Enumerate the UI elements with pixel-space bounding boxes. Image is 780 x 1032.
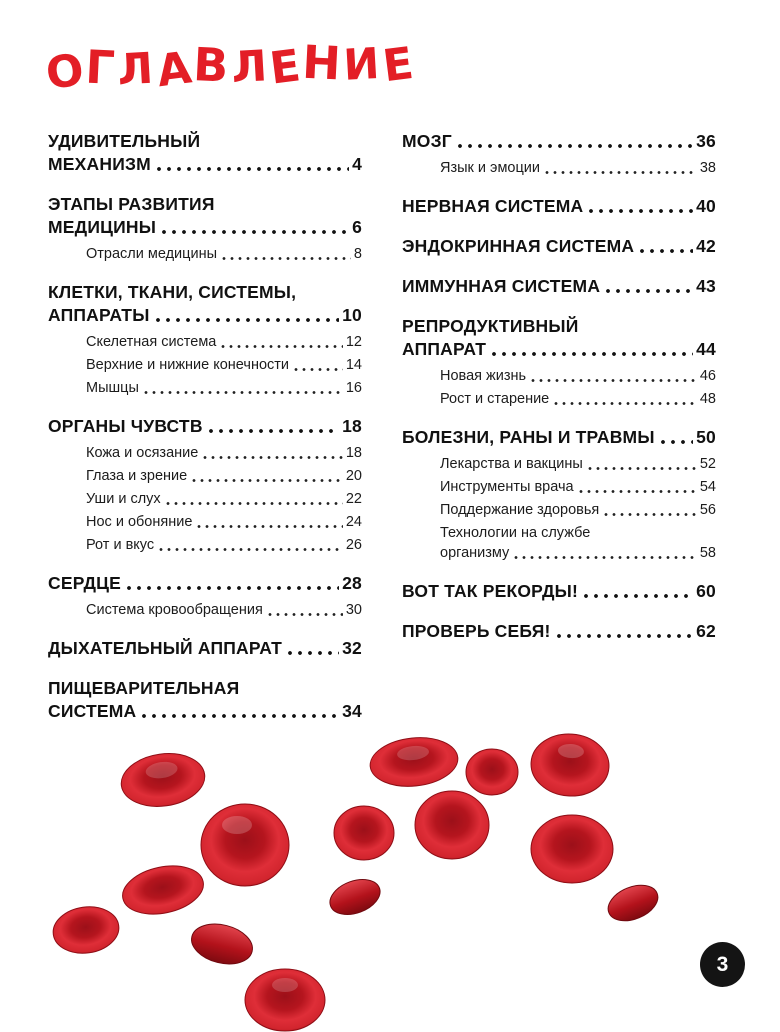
toc-entry-label: Новая жизнь [440,368,527,384]
toc-entry-page: 20 [345,468,362,484]
dot-leader [266,606,343,620]
toc-line [48,281,362,304]
toc-entry [402,580,716,603]
toc-line [86,535,362,555]
toc-sub-entry [402,500,716,520]
dot-leader [658,435,693,449]
toc-entry [48,193,362,239]
toc-sub-entry [402,158,716,178]
toc-entry-page: 56 [699,502,716,518]
toc-line [48,304,362,327]
toc-entry-label: Глаза и зрение [86,468,188,484]
toc-sub-entry [48,378,362,398]
dot-leader [489,347,693,361]
toc-entry [402,315,716,361]
toc-entry-page: 24 [345,514,362,530]
toc-entry-page: 28 [342,573,362,593]
toc-line [86,378,362,398]
toc-entry-label: ИММУННАЯ СИСТЕМА [402,276,601,296]
toc-entry-label: ЭТАПЫ РАЗВИТИЯ [48,194,215,214]
toc-line [86,443,362,463]
toc-entry-page: 50 [696,427,716,447]
toc-sub-entry [48,535,362,555]
toc-entry-label: Рот и вкус [86,537,155,553]
toc-entry-page: 44 [696,339,716,359]
toc-sub-entry [48,512,362,532]
toc-line [86,466,362,486]
toc-entry-label: БОЛЕЗНИ, РАНЫ И ТРАВМЫ [402,427,655,447]
dot-leader [529,372,697,386]
toc-entry-page: 38 [699,160,716,176]
toc-entry [402,620,716,643]
toc-entry-label: МЕХАНИЗМ [48,154,151,174]
toc-entry-page: 14 [345,357,362,373]
toc-entry-label: Лекарства и вакцины [440,456,583,472]
toc-entry-page: 18 [345,445,362,461]
toc-entry-label: Кожа и осязание [86,445,199,461]
toc-entry-page: 4 [352,154,362,174]
toc-entry-page: 34 [342,701,362,721]
toc-entry-label: МЕДИЦИНЫ [48,217,157,237]
toc-line [86,512,362,532]
toc-entry-label: Нос и обоняние [86,514,193,530]
toc-entry [402,235,716,258]
toc-entry-label: Верхние и нижние конечности [86,357,289,373]
dot-leader [602,506,697,520]
toc-sub-entry [402,454,716,474]
toc-entry-page: 43 [696,276,716,296]
dot-leader [637,244,693,258]
dot-leader [554,629,694,643]
toc-line [48,637,362,660]
toc-line [48,415,362,438]
toc-line [86,355,362,375]
toc-entry-label: ПРОВЕРЬ СЕБЯ! [402,621,551,641]
dot-leader [164,495,343,509]
red-blood-cell [368,734,461,791]
toc-entry-page: 58 [699,545,716,561]
toc-line [440,523,716,543]
toc-entry-label: организму [440,545,510,561]
toc-entry-label: АППАРАТ [402,339,487,359]
red-blood-cell [201,804,289,886]
toc-line [402,580,716,603]
toc-line [440,366,716,386]
toc-line [48,130,362,153]
toc-entry-label: Уши и слух [86,491,161,507]
red-blood-cells-illustration [0,712,780,1032]
toc-entry-page: 62 [696,621,716,641]
dot-leader [603,284,693,298]
dot-leader [195,518,342,532]
toc-line [48,193,362,216]
dot-leader [586,204,693,218]
toc-entry [48,281,362,327]
toc-entry-label: Рост и старение [440,391,550,407]
toc-entry-label: МОЗГ [402,131,452,151]
dot-leader [586,460,697,474]
toc-entry [48,637,362,660]
toc-entry-page: 48 [699,391,716,407]
toc-line [440,454,716,474]
dot-leader [124,581,339,595]
page-number-badge [700,942,745,987]
toc-sub-entry [402,523,716,563]
dot-leader [190,472,343,486]
toc-entry-label: ОРГАНЫ ЧУВСТВ [48,416,203,436]
toc-line [402,195,716,218]
toc-entry-page: 12 [345,334,362,350]
toc-sub-entry [48,466,362,486]
red-blood-cell [245,969,325,1031]
toc-line [86,244,362,264]
toc-line [402,315,716,338]
table-of-contents [48,130,716,723]
toc-entry-page: 54 [699,479,716,495]
toc-entry-label: Инструменты врача [440,479,574,495]
dot-leader [581,589,693,603]
toc-entry-page: 16 [345,380,362,396]
toc-entry-label: СИСТЕМА [48,701,137,721]
toc-entry-label: Скелетная система [86,334,217,350]
red-blood-cell [187,918,256,970]
toc-entry-page: 26 [345,537,362,553]
toc-sub-entry [48,244,362,264]
toc-entry-page: 52 [699,456,716,472]
toc-line [440,477,716,497]
toc-entry-label: СЕРДЦЕ [48,573,122,593]
toc-line [86,489,362,509]
toc-entry [402,426,716,449]
toc-line [48,216,362,239]
toc-entry-label: ДЫХАТЕЛЬНЫЙ АППАРАТ [48,638,283,658]
toc-entry-page: 22 [345,491,362,507]
red-blood-cell [529,731,611,798]
red-blood-cell [325,873,385,921]
toc-line [440,543,716,563]
toc-line [48,677,362,700]
toc-entry-label: ПИЩЕВАРИТЕЛЬНАЯ [48,678,240,698]
toc-entry [402,130,716,153]
toc-entry-label: УДИВИТЕЛЬНЫЙ [48,131,201,151]
toc-entry-label: Отрасли медицины [86,246,217,262]
toc-sub-entry [48,489,362,509]
toc-entry-page: 42 [696,236,716,256]
toc-line [402,620,716,643]
toc-entry-page: 30 [345,602,362,618]
toc-entry-page: 60 [696,581,716,601]
dot-leader [285,646,339,660]
toc-entry-label: Язык и эмоции [440,160,540,176]
toc-sub-entry [402,477,716,497]
toc-line [402,426,716,449]
toc-entry-label: Система кровообращения [86,602,263,618]
toc-entry-page: 32 [342,638,362,658]
toc-line [402,338,716,361]
red-blood-cell [118,748,208,811]
toc-entry [48,415,362,438]
toc-column-left [48,130,362,723]
dot-leader [219,338,342,352]
toc-entry-label: ВОТ ТАК РЕКОРДЫ! [402,581,578,601]
dot-leader [153,313,340,327]
red-blood-cell [334,806,394,860]
toc-line [86,600,362,620]
dot-leader [543,164,697,178]
toc-entry [48,572,362,595]
toc-entry-page: 8 [353,246,362,262]
dot-leader [142,384,343,398]
toc-entry-page: 36 [696,131,716,151]
toc-entry-label: Технологии на службе [440,525,591,541]
toc-sub-entry [48,355,362,375]
toc-entry-page: 6 [352,217,362,237]
toc-entry-label: НЕРВНАЯ СИСТЕМА [402,196,584,216]
toc-sub-entry [402,389,716,409]
toc-entry [402,195,716,218]
toc-sub-entry [48,600,362,620]
dot-leader [206,424,339,438]
toc-sub-entry [48,332,362,352]
toc-line [440,389,716,409]
dot-leader [201,449,343,463]
toc-line [402,275,716,298]
red-blood-cell [531,815,613,883]
page-title: ОГЛАВЛЕНИЕ [43,36,420,100]
dot-leader [220,250,351,264]
dot-leader [157,541,343,555]
toc-entry-page: 18 [342,416,362,436]
toc-entry-label: АППАРАТЫ [48,305,150,325]
toc-column-right [402,130,716,723]
toc-line [440,158,716,178]
toc-line [402,235,716,258]
toc-line [86,332,362,352]
toc-entry [402,275,716,298]
toc-entry-label: Поддержание здоровья [440,502,600,518]
toc-line [48,572,362,595]
red-blood-cell [466,749,518,795]
dot-leader [455,139,693,153]
toc-entry-label: Мышцы [86,380,139,396]
dot-leader [512,549,697,563]
red-blood-cell [50,903,122,958]
toc-line [48,153,362,176]
toc-line [402,130,716,153]
dot-leader [154,162,349,176]
red-blood-cell [118,859,208,921]
page-number: 3 [716,952,729,976]
toc-sub-entry [402,366,716,386]
dot-leader [552,395,697,409]
red-blood-cell [415,791,489,859]
toc-entry-page: 40 [696,196,716,216]
toc-entry-label: ЭНДОКРИННАЯ СИСТЕМА [402,236,635,256]
toc-entry [48,130,362,176]
toc-entry-page: 10 [342,305,362,325]
toc-sub-entry [48,443,362,463]
dot-leader [577,483,697,497]
toc-entry-page: 46 [699,368,716,384]
toc-line [440,500,716,520]
dot-leader [292,361,343,375]
dot-leader [159,225,349,239]
toc-entry-label: РЕПРОДУКТИВНЫЙ [402,316,579,336]
red-blood-cell [603,878,663,927]
toc-entry-label: КЛЕТКИ, ТКАНИ, СИСТЕМЫ, [48,282,297,302]
